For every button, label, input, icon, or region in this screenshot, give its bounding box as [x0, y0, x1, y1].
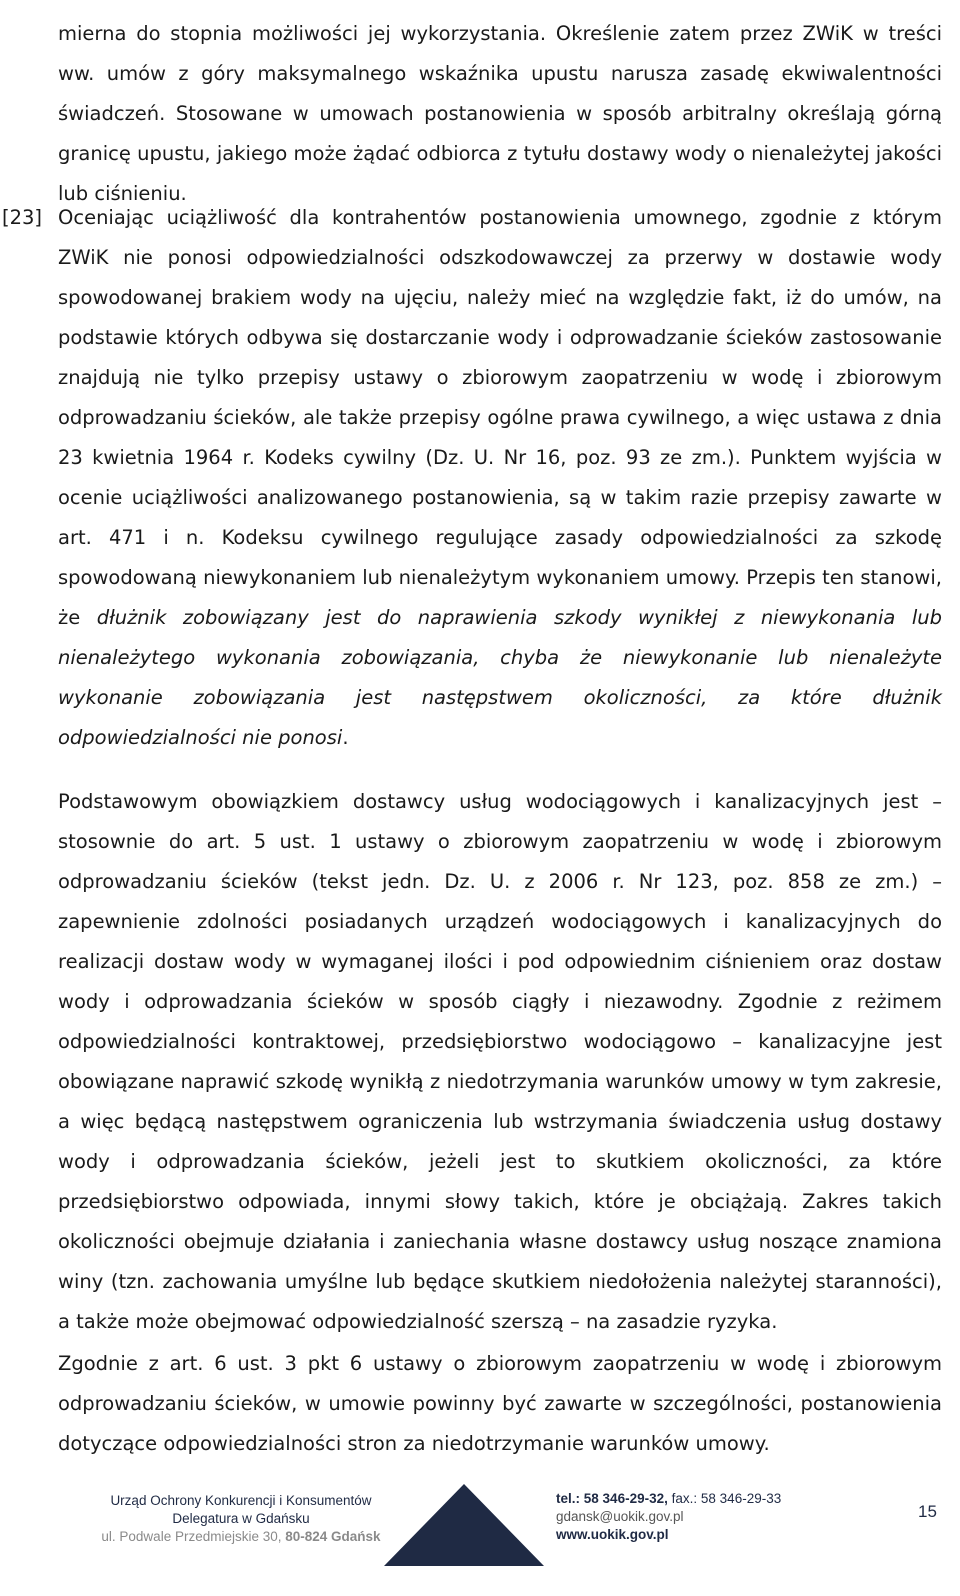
street: ul. Podwale Przedmiejskie 30,	[101, 1529, 282, 1544]
postcode-city: 80-824 Gdańsk	[285, 1529, 381, 1544]
duty-paragraph: Podstawowym obowiązkiem dostawcy usług wodociągowych i kanalizacyjnych jest – stosownie do art. 5 ust. 1 ustawy o zbiorowym zaopatrzeniu w wodę i zbiorowym odprowadzaniu ścieków (tekst jedn. Dz. U. z 2006 r. Nr 123, poz. 858 ze zm.) – zapewnienie zdolności posiadanych urządzeń wodociągowych i kanalizacyjnych do realizacji dostaw wody w wymaganej ilości i pod odpowiednim ciśnieniem oraz dostaw wody i odprowadzania ścieków w sposób ciągły i niezawodny. Zgodnie z reżimem odpowiedzialności kontraktowej, przedsiębiorstwo wodociągowo – kanalizacyjne jest obowiązane naprawić szkodę wynikłą z niedotrzymania warunków umowy w tym zakresie, a więc będącą następstwem ograniczenia lub wstrzymania świadczenia usług dostawy wody i odprowadzania ścieków, jeżeli jest to skutkiem okoliczności, za które przedsiębiorstwo odpowiada, innymi słowy takich, które je obciążają. Zakres takich okoliczności obejmuje działania i zaniechania własne dostawcy usług noszące znamiona winy (tzn. zachowania umyślne lub będące skutkiem niedołożenia należytej staranności), a także może obejmować odpowiedzialność szerszą – na zasadzie ryzyka.	[58, 789, 942, 1333]
email-link[interactable]: gdansk@uokik.gov.pl	[556, 1509, 684, 1524]
paragraph-number: [23]	[2, 206, 43, 229]
tel-number: 58 346-29-32,	[583, 1491, 668, 1506]
footer-contact	[556, 1490, 816, 1544]
branch-name: Delegatura w Gdańsku	[172, 1511, 310, 1526]
fax-number: 58 346-29-33	[700, 1491, 782, 1506]
page-number: 15	[918, 1502, 937, 1521]
website-link[interactable]: www.uokik.gov.pl	[556, 1527, 669, 1542]
street-address	[96, 1528, 386, 1546]
phone-line	[556, 1490, 816, 1508]
uokik-logo-triangle	[384, 1484, 544, 1566]
office-name: Urząd Ochrony Konkurencji i Konsumentów	[110, 1493, 372, 1508]
art6-paragraph: Zgodnie z art. 6 ust. 3 pkt 6 ustawy o zbiorowym zaopatrzeniu w wodę i zbiorowym odprowadzaniu ścieków, w umowie powinny być zawarte w szczególności, postanowienia dotyczące odpowiedzialności stron za niedotrzymanie warunków umowy.	[58, 1351, 942, 1455]
paragraph-23	[0, 198, 944, 758]
paragraph-23-end: .	[342, 726, 349, 749]
tel-label: tel.:	[556, 1491, 581, 1506]
paragraph-23-text: Oceniając uciążliwość dla kontrahentów postanowienia umownego, zgodnie z którym ZWiK nie ponosi odpowiedzialności odszkodowawczej za przerwy w dostawie wody spowodowanej brakiem wody na ujęciu, należy mieć na względzie fakt, iż do umów, na podstawie których odbywa się dostarczanie wody i odprowadzanie ścieków zastosowanie znajdują nie tylko przepisy ustawy o zbiorowym zaopatrzeniu w wodę i zbiorowym odprowadzaniu ścieków, ale także przepisy ogólne prawa cywilnego, a więc ustawa z dnia 23 kwietnia 1964 r. Kodeks cywilny (Dz. U. Nr 16, poz. 93 ze zm.). Punktem wyjścia w ocenie uciążliwości analizowanego postanowienia, są w takim razie przepisy zawarte w art. 471 i n. Kodeksu cywilnego regulujące zasady odpowiedzialności za szkodę spowodowaną niewykonaniem lub nienależytym wykonaniem umowy. Przepis ten stanowi, że	[58, 206, 942, 629]
intro-paragraph: mierna do stopnia możliwości jej wykorzystania. Określenie zatem przez ZWiK w treści ww. umów z góry maksymalnego wskaźnika upustu narusza zasadę ekwiwalentności świadczeń. Stosowane w umowach postanowienia w sposób arbitralny określają górną granicę upustu, jakiego może żądać odbiorca z tytułu dostawy wody o nienależytej jakości lub ciśnieniu.	[58, 21, 942, 205]
fax-label: fax.:	[671, 1491, 698, 1506]
footer-address	[96, 1492, 386, 1546]
paragraph-23-body	[58, 198, 942, 758]
quoted-provision: dłużnik zobowiązany jest do naprawienia szkody wynikłej z niewykonania lub nienależytego wykonania zobowiązania, chyba że niewykonanie lub nienależyte wykonanie zobowiązania jest następstwem okoliczności, za które dłużnik odpowiedzialności nie ponosi	[58, 606, 942, 749]
